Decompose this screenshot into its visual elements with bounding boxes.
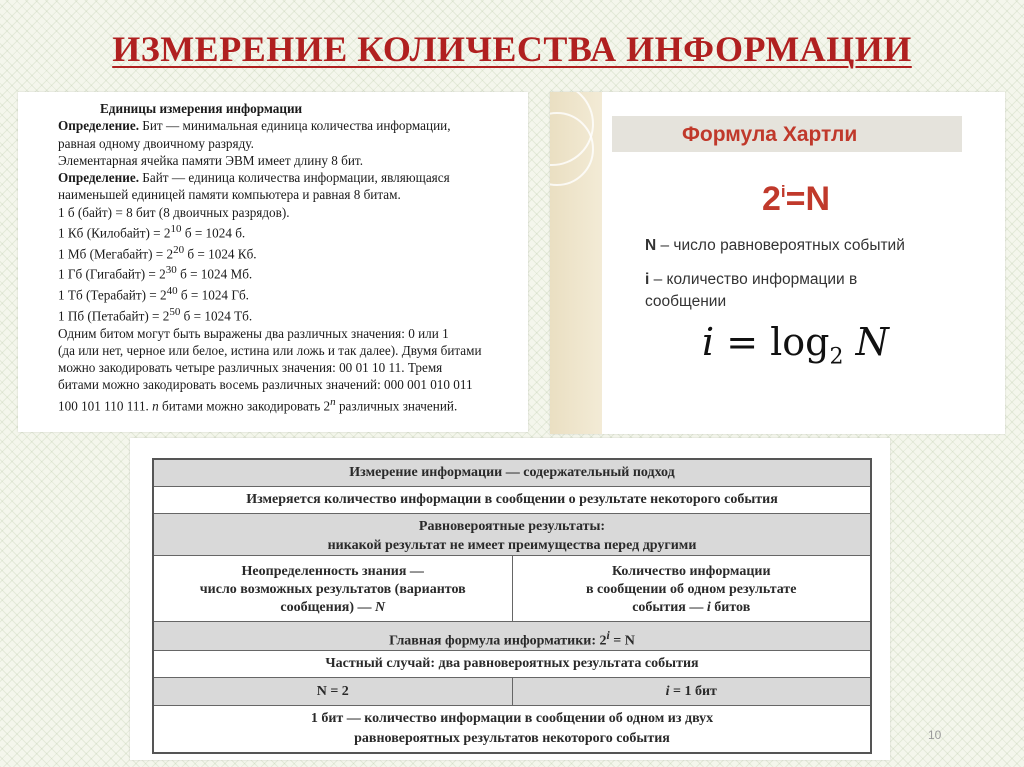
- unit-byte: 1 б (байт) = 8 бит (8 двоичных разрядов).: [58, 204, 290, 220]
- bits-paragraph-line-5: 100 101 110 111. n битами можно закодировать 2$^n$ различных значений.: [58, 395, 458, 414]
- bits-paragraph-line-1: Одним битом могут быть выражены два различных значения: 0 или 1: [58, 325, 449, 341]
- info-amount-cell: Количество информации в сообщении об одном результате события — i битов: [585, 564, 797, 615]
- unit-megabyte: 1 Мб (Мегабайт) = $2^{20}$ б = 1024 Кб.: [58, 243, 257, 262]
- units-heading: Единицы измерения информации: [100, 101, 303, 116]
- bit-definition-cont: равная одному двоичному разряду.: [58, 135, 254, 151]
- measurement-table-panel: [130, 438, 890, 760]
- uncertainty-cell: Неопределенность знания — число возможных результатов (вариантов сообщения) — N: [154, 556, 513, 621]
- hartley-title: Формула Хартли: [682, 123, 858, 146]
- table-row: [154, 678, 870, 706]
- table-row: [154, 556, 870, 622]
- slide-title: ИЗМЕРЕНИЕ КОЛИЧЕСТВА ИНФОРМАЦИИ: [112, 29, 912, 69]
- hartley-formula: $2^i=N$: [762, 180, 831, 218]
- unit-kilobyte: 1 Кб (Килобайт) = $2^{10}$ б = 1024 б.: [58, 223, 246, 241]
- table-row: 1 бит — количество информации в сообщении об одном из двух равновероятных результатов некоторого события: [310, 711, 714, 746]
- byte-definition-cont: наименьшей единицей памяти компьютера и равная 8 битам.: [58, 187, 401, 203]
- hartley-panel: [550, 92, 1005, 434]
- n-description: N – число равновероятных событий: [645, 237, 905, 254]
- n-equals-2-cell: N = 2: [154, 678, 513, 705]
- i-description: i – количество информации в сообщении: [645, 271, 858, 310]
- table-row: Измерение информации — содержательный подход: [154, 460, 870, 487]
- i-equals-1-cell: i = 1 бит: [665, 684, 717, 699]
- bits-paragraph-line-2: (да или нет, черное или белое, истина или ложь и так далее). Двумя битами: [58, 342, 482, 358]
- log-formula: $i = \log_2 N$: [702, 320, 889, 370]
- memory-cell-note: Элементарная ячейка памяти ЭВМ имеет длину 8 бит.: [58, 152, 363, 168]
- table-row: Измеряется количество информации в сообщении о результате некоторого события: [154, 487, 870, 514]
- unit-gigabyte: 1 Гб (Гигабайт) = $2^{30}$ б = 1024 Мб.: [58, 264, 253, 282]
- units-text-panel: [18, 92, 528, 432]
- bits-paragraph-line-3: можно закодировать четыре различных значения: 00 01 10 11. Тремя: [58, 360, 443, 376]
- table-row: Главная формула информатики: $2^i = N$: [154, 622, 870, 651]
- measurement-table: [152, 458, 872, 754]
- page-number: 10: [928, 728, 942, 742]
- unit-terabyte: 1 Тб (Терабайт) = $2^{40}$ б = 1024 Гб.: [58, 285, 249, 303]
- decorative-strip: [550, 92, 602, 434]
- table-row: Равновероятные результаты: никакой результат не имеет преимущества перед другими: [154, 514, 870, 556]
- bits-paragraph-line-4: битами можно закодировать восемь различных значений: 000 001 010 011: [58, 377, 473, 393]
- byte-definition: Определение. Байт — единица количества информации, являющаяся: [58, 170, 450, 186]
- table-row: Частный случай: два равновероятных результата события: [154, 651, 870, 678]
- bit-definition: Определение. Бит — минимальная единица количества информации,: [58, 118, 451, 134]
- unit-petabyte: 1 Пб (Петабайт) = $2^{50}$ б = 1024 Тб.: [58, 305, 253, 324]
